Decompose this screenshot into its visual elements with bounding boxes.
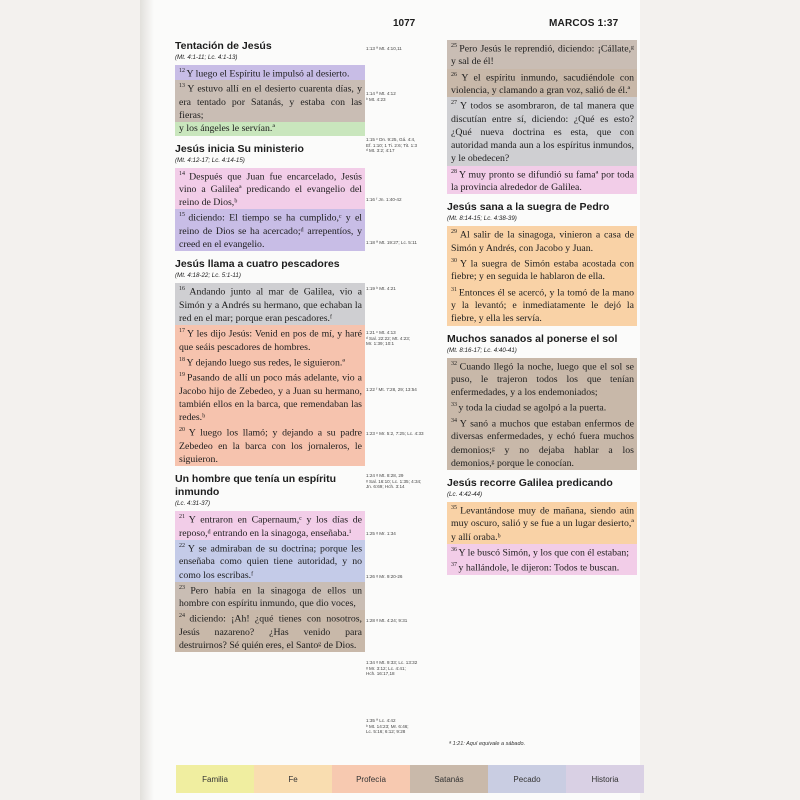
verse-number: 35: [451, 504, 461, 511]
verse: [175, 65, 365, 80]
verse: [447, 559, 637, 574]
cross-reference: 1:23 ᶜ Mr. 5:2, 7:25; Lc. 4:33: [366, 431, 424, 436]
verse-number: 24: [179, 613, 190, 620]
verse: [175, 354, 365, 369]
cross-reference: 1:26 ᵍ Mr. 9:20-26: [366, 574, 403, 579]
page-number: 1077: [393, 18, 416, 29]
verse-number: 21: [179, 514, 189, 521]
section: [447, 477, 637, 575]
cross-reference: 1:34 ᵍ Mt. 9:33; Lc. 13:32 ᵍ Mr. 3:12; Lc. 4:41; Hch. 16:17,18: [366, 660, 418, 677]
verse-number: 19: [179, 372, 188, 379]
verse-number: 31: [451, 286, 459, 293]
verse: [175, 610, 365, 652]
section-heading: Jesús sana a la suegra de Pedro: [447, 201, 610, 214]
cross-reference: 1:21 ᶜ Mt. 4:13 ᵈ Sal. 22:22; Mt. 4:23; Mr. 1:39; 10:1: [366, 330, 411, 347]
verse: [175, 122, 365, 135]
verse: [447, 69, 637, 98]
verse: [175, 283, 365, 325]
left-text-column: [175, 40, 365, 652]
section-heading: Un hombre que tenía un espíritu inmundo: [175, 473, 337, 499]
verse: [447, 284, 637, 326]
verse-text: diciendo: ¡Ah! ¿qué tienes con nosotros, Jesús nazareno? ¿Has venido para destruirnos? Sé quién eres, el Santoᵍ de Dios.: [179, 613, 362, 652]
section: [175, 473, 365, 652]
running-head: MARCOS 1:37: [549, 18, 619, 29]
section: [175, 40, 365, 136]
verse-text: Y el espíritu inmundo, sacudiéndole con violencia, y clamando a gran voz, salió de él.ª: [451, 71, 635, 97]
legend-item: Profecía: [332, 765, 410, 793]
verse: [447, 97, 637, 165]
verse-text: Pero Jesús le reprendió, diciendo: ¡Cállate,ᵍ y sal de él!: [451, 43, 634, 68]
verse: [175, 209, 365, 251]
verse-number: 25: [451, 43, 460, 49]
verse: [175, 582, 365, 611]
verse-text: Y luego el Espíritu le impulsó al desierto.: [186, 68, 350, 80]
legend-item: Historia: [566, 765, 644, 793]
verse-number: 23: [179, 584, 191, 591]
verse: [447, 544, 637, 559]
verse-text: Pero había en la sinagoga de ellos un hombre con espíritu inmundo, que dio voces,: [179, 585, 362, 610]
section-heading: Muchos sanados al ponerse el sol: [447, 332, 618, 345]
verse: [447, 166, 637, 195]
verse: [447, 358, 637, 400]
cross-reference: 1:15 ᶜ Dn. 9:25, Gá. 4:4, Ef. 1:10; 1 Ti. 2:6; Tit. 1:3 ᵈ Mt. 3:2; 4:17: [366, 137, 418, 154]
verse-text: Y muy pronto se difundió su famaª por toda la provincia alrededor de Galilea.: [451, 168, 634, 194]
verse: [447, 415, 637, 470]
footnote: ª 1:21: Aquí equivale a sábado.: [449, 741, 526, 747]
section: [447, 333, 637, 470]
cross-reference: 1:13 ª Mt. 4:10,11: [366, 46, 402, 51]
verse: [175, 511, 365, 540]
parallel-references: (Mt. 8:16-17; Lc. 4:40-41): [447, 346, 517, 354]
verse: [175, 424, 365, 466]
section-heading: Jesús inicia Su ministerio: [175, 142, 304, 155]
verse-text: Pasando de allí un poco más adelante, vio a Jacobo hijo de Zebedeo, y a Juan su hermano, también ellos en la barca, que remendaban las redes.ᵇ: [179, 372, 362, 424]
verse-number: 22: [179, 542, 188, 549]
section-heading: Tentación de Jesús: [175, 40, 272, 52]
verse-number: 18: [179, 356, 187, 363]
cross-reference: 1:14 ª Mt. 4:12 ᵇ Mt. 4:23: [366, 91, 396, 102]
verse-text: diciendo: El tiempo se ha cumplido,ᶜ y el reino de Dios se ha acercado;ᵈ arrepentíos, y creed en el evangelio.: [179, 212, 363, 251]
verse-text: Cuando llegó la noche, luego que el sol se puso, le trajeron todos los que tenían enfermedades, y a los endemoniados;: [451, 360, 634, 399]
verse-number: 36: [451, 546, 459, 553]
parallel-references: (Mt. 8:14-15; Lc. 4:38-39): [447, 215, 517, 223]
section-heading: Jesús recorre Galilea predicando: [447, 476, 613, 489]
legend-item: Satanás: [410, 765, 488, 793]
section: [447, 201, 637, 325]
verse-number: 12: [179, 68, 187, 74]
verse-number: 32: [451, 360, 460, 367]
cross-reference: 1:25 ᵍ Mr. 1:34: [366, 531, 396, 536]
verse-number: 34: [451, 417, 460, 424]
verse-number: 16: [179, 286, 190, 293]
cross-reference-column: [366, 40, 446, 760]
legend-item: Familia: [176, 765, 254, 793]
verse-text: Al salir de la sinagoga, vinieron a casa de Simón y Andrés, con Jacobo y Juan.: [451, 229, 635, 254]
verse-text: Y les dijo Jesús: Venid en pos de mí, y haré que seáis pescadores de hombres.: [179, 328, 363, 353]
verse-text: Y se admiraban de su doctrina; porque les enseñaba como quien tiene autoridad, y no como los escribas.ᶠ: [179, 543, 363, 581]
verse: [447, 40, 637, 69]
verse-text: Entonces él se acercó, y la tomó de la mano y la levantó; e inmediatamente le dejó la fiebre, y ella les servía.: [451, 286, 634, 325]
cross-reference: 1:28 ᵍ Mt. 4:24; 9:31: [366, 618, 408, 623]
color-legend: [176, 765, 644, 793]
verse-text: y toda la ciudad se agolpó a la puerta.: [458, 402, 607, 414]
verse-text: Y todos se asombraron, de tal manera que discutían entre sí, diciendo: ¿Qué es esto? ¿Qué nueva doctrina es esta, que con autoridad manda aun a los espíritus inmundos, y le obedecen?: [451, 100, 634, 165]
verse-number: 33: [451, 402, 459, 409]
verse-number: 37: [451, 562, 459, 569]
verse: [175, 540, 365, 582]
verse-text: Y sanó a muchos que estaban enfermos de diversas enfermedades, y echó fuera muchos demonios;ᵍ y no dejaba hablar a los demonios,ᵍ porque le conocían.: [451, 418, 635, 469]
verse-text: Y dejando luego sus redes, le siguieron.ª: [186, 357, 346, 369]
parallel-references: (Lc. 4:42-44): [447, 490, 483, 498]
cross-reference: 1:35 ª Lc. 4:42 ᵇ Mt. 14:23; Mr. 6:46; Lc. 5:16; 6:12; 9:28: [366, 718, 409, 735]
verse-number: 17: [179, 328, 187, 335]
parallel-references: (Mt. 4:18-22; Lc. 5:1-11): [175, 272, 241, 280]
verse: [447, 502, 637, 544]
parallel-references: (Lc. 4:31-37): [175, 500, 211, 508]
verse-text: y hallándole, le dijeron: Todos te buscan.: [458, 562, 620, 574]
verse-number: 26: [451, 71, 462, 78]
parallel-references: (Mt. 4:12-17; Lc. 4:14-15): [175, 156, 245, 164]
section: [175, 258, 365, 466]
verse-number: 30: [451, 257, 460, 264]
verse-text: Y entraron en Capernaum,ᶜ y los días de reposo,ᵈ entrando en la sinagoga, enseñaba.ⁱ: [179, 514, 363, 539]
verse: [175, 80, 365, 122]
verse-text: y los ángeles le servían.ª: [179, 123, 276, 135]
page-gutter-shadow: [140, 0, 154, 800]
verse-text: Y luego los llamó; y dejando a su padre Zebedeo en la barca con los jornaleros, le siguieron.: [179, 427, 362, 466]
section: [447, 40, 637, 194]
verse-text: Y le buscó Simón, y los que con él estaban;: [458, 547, 630, 559]
verse: [175, 168, 365, 210]
legend-item: Fe: [254, 765, 332, 793]
section: [175, 143, 365, 252]
verse-number: 28: [451, 168, 459, 175]
verse: [447, 399, 637, 414]
verse-number: 13: [179, 83, 188, 90]
parallel-references: (Mt. 4:1-11; Lc. 4:1-13): [175, 54, 238, 61]
verse: [447, 255, 637, 284]
verse-text: Después que Juan fue encarcelado, Jesús vino a Galileaª predicando el evangelio del reino de Dios,ᵇ: [179, 170, 362, 209]
verse-number: 29: [451, 229, 460, 236]
cross-reference: 1:19 ᵇ Mt. 4:21: [366, 286, 396, 291]
verse-text: Y la suegra de Simón estaba acostada con fiebre; y en seguida le hablaron de ella.: [451, 258, 634, 283]
verse-number: 20: [179, 427, 189, 434]
cross-reference: 1:18 ª Mt. 19:27; Lc. 5:11: [366, 240, 417, 245]
verse-text: Andando junto al mar de Galilea, vio a Simón y a Andrés su hermano, que echaban la red en el mar; porque eran pescadores.ᶠ: [179, 286, 363, 324]
cross-reference: 1:16 ᶠ Jn. 1:40-42: [366, 197, 402, 202]
section-heading: Jesús llama a cuatro pescadores: [175, 258, 340, 271]
verse: [175, 325, 365, 354]
verse-text: Levantándose muy de mañana, siendo aún muy oscuro, salió y se fue a un lugar desierto,ª y allí oraba.ᵇ: [451, 505, 634, 543]
right-text-column: [447, 40, 637, 575]
verse-text: Y estuvo allí en el desierto cuarenta días, y era tentado por Satanás, y estaba con las fieras;: [179, 83, 363, 122]
cross-reference: 1:24 ᵍ Mt. 8:28, 29 ᵍ Sal. 16:10; Lc. 1:35; 4:34; Jn. 6:69; Hch. 3:14: [366, 473, 422, 490]
legend-item: Pecado: [488, 765, 566, 793]
verse: [175, 369, 365, 424]
verse: [447, 226, 637, 255]
verse-number: 27: [451, 100, 460, 107]
cross-reference: 1:22 ᶠ Mt. 7:28, 29; 13:54: [366, 387, 417, 392]
verse-number: 15: [179, 212, 189, 219]
verse-number: 14: [179, 170, 190, 177]
